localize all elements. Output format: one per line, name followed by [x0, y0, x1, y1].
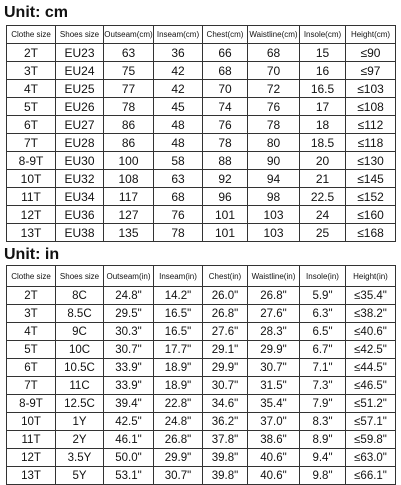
table-cell: ≤38.2"	[346, 305, 396, 323]
table-cell: ≤51.2"	[346, 395, 396, 413]
table-cell: 92	[203, 170, 248, 188]
table-cell: 78	[154, 224, 203, 242]
table-row	[7, 287, 396, 305]
table-row	[7, 305, 396, 323]
table-cell: 101	[203, 206, 248, 224]
column-header: Clothe size	[7, 266, 56, 287]
table-cell: ≤160	[346, 206, 396, 224]
table-cell: ≤59.8"	[346, 431, 396, 449]
table-cell: 127	[104, 206, 154, 224]
table-cell: 48	[154, 134, 203, 152]
table-cell: 3T	[7, 305, 56, 323]
table-cell: 9.4"	[300, 449, 346, 467]
table-cell: 6.7"	[300, 341, 346, 359]
table-cell: 27.6"	[248, 305, 300, 323]
table-cell: EU30	[56, 152, 104, 170]
table-cell: 37.0"	[248, 413, 300, 431]
in-table-header	[7, 266, 396, 287]
table-cell: 31.5"	[248, 377, 300, 395]
table-cell: EU34	[56, 188, 104, 206]
table-cell: 117	[104, 188, 154, 206]
table-cell: 26.8"	[203, 305, 248, 323]
table-cell: 29.9"	[154, 449, 203, 467]
table-cell: 12T	[7, 449, 56, 467]
table-cell: 29.1"	[203, 341, 248, 359]
table-cell: 5T	[7, 98, 56, 116]
table-cell: 72	[248, 80, 300, 98]
column-header: Chest(in)	[203, 266, 248, 287]
table-row	[7, 323, 396, 341]
table-cell: 8.5C	[56, 305, 104, 323]
table-cell: 10C	[56, 341, 104, 359]
table-cell: 63	[104, 44, 154, 62]
table-row	[7, 413, 396, 431]
table-cell: EU38	[56, 224, 104, 242]
table-cell: 11T	[7, 431, 56, 449]
column-header: Clothe size	[7, 26, 56, 44]
table-row	[7, 80, 396, 98]
table-cell: 18	[300, 116, 346, 134]
table-cell: 68	[154, 188, 203, 206]
table-row	[7, 152, 396, 170]
table-cell: 2Y	[56, 431, 104, 449]
table-cell: 8.3"	[300, 413, 346, 431]
table-cell: 3T	[7, 62, 56, 80]
table-cell: EU36	[56, 206, 104, 224]
table-cell: 8C	[56, 287, 104, 305]
table-cell: 30.7"	[154, 467, 203, 485]
table-row	[7, 116, 396, 134]
table-cell: 30.7"	[104, 341, 154, 359]
column-header: Shoes size	[56, 266, 104, 287]
table-cell: ≤40.6"	[346, 323, 396, 341]
table-cell: 9.8"	[300, 467, 346, 485]
table-row	[7, 62, 396, 80]
table-cell: 25	[300, 224, 346, 242]
table-cell: ≤90	[346, 44, 396, 62]
table-cell: 2T	[7, 287, 56, 305]
table-cell: 33.9"	[104, 359, 154, 377]
table-cell: 20	[300, 152, 346, 170]
table-cell: ≤63.0"	[346, 449, 396, 467]
column-header: Insole(cm)	[300, 26, 346, 44]
table-cell: 86	[104, 134, 154, 152]
table-cell: 13T	[7, 224, 56, 242]
table-cell: 11T	[7, 188, 56, 206]
table-cell: 10T	[7, 170, 56, 188]
table-cell: 103	[248, 206, 300, 224]
table-cell: 63	[154, 170, 203, 188]
column-header: Insole(in)	[300, 266, 346, 287]
table-cell: 26.8"	[154, 431, 203, 449]
table-row	[7, 206, 396, 224]
table-cell: 4T	[7, 80, 56, 98]
table-cell: 39.4"	[104, 395, 154, 413]
table-row	[7, 188, 396, 206]
table-cell: 16	[300, 62, 346, 80]
table-cell: 53.1"	[104, 467, 154, 485]
table-cell: 22.8"	[154, 395, 203, 413]
table-cell: 42.5"	[104, 413, 154, 431]
table-cell: 76	[154, 206, 203, 224]
column-header: Chest(cm)	[203, 26, 248, 44]
table-cell: ≤66.1"	[346, 467, 396, 485]
table-cell: ≤97	[346, 62, 396, 80]
column-header: Waistline(cm)	[248, 26, 300, 44]
table-cell: 29.5"	[104, 305, 154, 323]
table-cell: 10.5C	[56, 359, 104, 377]
table-cell: 135	[104, 224, 154, 242]
table-cell: 75	[104, 62, 154, 80]
table-cell: 90	[248, 152, 300, 170]
table-cell: EU27	[56, 116, 104, 134]
table-cell: 26.8"	[248, 287, 300, 305]
table-cell: 76	[203, 116, 248, 134]
table-cell: ≤42.5"	[346, 341, 396, 359]
in-size-table	[6, 265, 396, 485]
table-cell: 17.7"	[154, 341, 203, 359]
table-cell: 6T	[7, 359, 56, 377]
table-cell: 78	[248, 116, 300, 134]
table-cell: 3.5Y	[56, 449, 104, 467]
table-cell: EU28	[56, 134, 104, 152]
table-row	[7, 467, 396, 485]
table-cell: 78	[203, 134, 248, 152]
table-cell: ≤112	[346, 116, 396, 134]
table-cell: 36.2"	[203, 413, 248, 431]
header-row	[7, 26, 396, 44]
table-cell: 4T	[7, 323, 56, 341]
table-cell: 100	[104, 152, 154, 170]
table-cell: 6.5"	[300, 323, 346, 341]
in-table-body	[7, 287, 396, 485]
table-cell: 68	[203, 62, 248, 80]
table-cell: 8-9T	[7, 152, 56, 170]
header-row	[7, 266, 396, 287]
in-section-title: Unit: in	[4, 246, 60, 263]
table-cell: 108	[104, 170, 154, 188]
table-cell: 18.9"	[154, 377, 203, 395]
cm-table-body	[7, 44, 396, 242]
table-cell: 17	[300, 98, 346, 116]
column-header: Inseam(cm)	[154, 26, 203, 44]
table-cell: 28.3"	[248, 323, 300, 341]
table-cell: 48	[154, 116, 203, 134]
cm-table-header	[7, 26, 396, 44]
column-header: Height(in)	[346, 266, 396, 287]
table-cell: 16.5	[300, 80, 346, 98]
table-cell: 42	[154, 62, 203, 80]
table-cell: ≤108	[346, 98, 396, 116]
table-cell: 76	[248, 98, 300, 116]
table-cell: 9C	[56, 323, 104, 341]
table-cell: 30.7"	[248, 359, 300, 377]
cm-size-table	[6, 25, 396, 242]
table-cell: 70	[203, 80, 248, 98]
table-cell: 66	[203, 44, 248, 62]
table-cell: EU32	[56, 170, 104, 188]
table-cell: 7T	[7, 134, 56, 152]
column-header: Outseam(in)	[104, 266, 154, 287]
table-cell: 39.8"	[203, 467, 248, 485]
column-header: Inseam(in)	[154, 266, 203, 287]
table-cell: 29.9"	[203, 359, 248, 377]
table-cell: 74	[203, 98, 248, 116]
table-cell: 101	[203, 224, 248, 242]
table-cell: 36	[154, 44, 203, 62]
table-cell: 35.4"	[248, 395, 300, 413]
table-cell: 94	[248, 170, 300, 188]
column-header: Outseam(cm)	[104, 26, 154, 44]
column-header: Waistline(in)	[248, 266, 300, 287]
table-cell: ≤35.4"	[346, 287, 396, 305]
table-cell: 68	[248, 44, 300, 62]
table-cell: 39.8"	[203, 449, 248, 467]
table-cell: 98	[248, 188, 300, 206]
table-cell: ≤118	[346, 134, 396, 152]
table-row	[7, 170, 396, 188]
table-row	[7, 341, 396, 359]
table-cell: ≤103	[346, 80, 396, 98]
table-cell: ≤130	[346, 152, 396, 170]
table-cell: 5T	[7, 341, 56, 359]
table-row	[7, 359, 396, 377]
table-cell: ≤145	[346, 170, 396, 188]
table-cell: 78	[104, 98, 154, 116]
table-cell: 11C	[56, 377, 104, 395]
table-cell: ≤152	[346, 188, 396, 206]
table-cell: 103	[248, 224, 300, 242]
table-row	[7, 449, 396, 467]
table-cell: 45	[154, 98, 203, 116]
column-header: Height(cm)	[346, 26, 396, 44]
table-row	[7, 431, 396, 449]
table-row	[7, 44, 396, 62]
table-cell: 88	[203, 152, 248, 170]
table-cell: 15	[300, 44, 346, 62]
table-cell: 8-9T	[7, 395, 56, 413]
table-cell: 21	[300, 170, 346, 188]
table-cell: 46.1"	[104, 431, 154, 449]
table-cell: EU24	[56, 62, 104, 80]
table-cell: 14.2"	[154, 287, 203, 305]
table-cell: 7T	[7, 377, 56, 395]
table-cell: ≤168	[346, 224, 396, 242]
table-cell: 50.0"	[104, 449, 154, 467]
table-cell: ≤46.5"	[346, 377, 396, 395]
table-cell: 24.8"	[104, 287, 154, 305]
table-cell: 7.9"	[300, 395, 346, 413]
table-cell: 12.5C	[56, 395, 104, 413]
table-cell: 33.9"	[104, 377, 154, 395]
table-row	[7, 377, 396, 395]
table-cell: 16.5"	[154, 305, 203, 323]
table-cell: 27.6"	[203, 323, 248, 341]
table-cell: 2T	[7, 44, 56, 62]
table-cell: 18.9"	[154, 359, 203, 377]
table-cell: 7.3"	[300, 377, 346, 395]
cm-section-title: Unit: cm	[4, 4, 68, 21]
table-cell: 18.5	[300, 134, 346, 152]
table-cell: 40.6"	[248, 449, 300, 467]
table-cell: 30.3"	[104, 323, 154, 341]
table-cell: 16.5"	[154, 323, 203, 341]
table-row	[7, 98, 396, 116]
table-cell: 12T	[7, 206, 56, 224]
table-cell: 37.8"	[203, 431, 248, 449]
table-cell: 80	[248, 134, 300, 152]
table-cell: 1Y	[56, 413, 104, 431]
table-row	[7, 224, 396, 242]
table-cell: 30.7"	[203, 377, 248, 395]
table-cell: 29.9"	[248, 341, 300, 359]
table-cell: ≤44.5"	[346, 359, 396, 377]
table-cell: 86	[104, 116, 154, 134]
table-cell: 38.6"	[248, 431, 300, 449]
table-cell: 6.3"	[300, 305, 346, 323]
table-cell: 24.8"	[154, 413, 203, 431]
table-cell: 24	[300, 206, 346, 224]
table-cell: 6T	[7, 116, 56, 134]
table-cell: 22.5	[300, 188, 346, 206]
table-row	[7, 134, 396, 152]
table-cell: 58	[154, 152, 203, 170]
table-cell: 10T	[7, 413, 56, 431]
table-cell: 8.9"	[300, 431, 346, 449]
table-cell: 70	[248, 62, 300, 80]
table-cell: 77	[104, 80, 154, 98]
table-cell: 34.6"	[203, 395, 248, 413]
table-cell: 42	[154, 80, 203, 98]
table-cell: 96	[203, 188, 248, 206]
table-cell: 5.9"	[300, 287, 346, 305]
table-cell: ≤57.1"	[346, 413, 396, 431]
table-cell: EU23	[56, 44, 104, 62]
table-cell: EU25	[56, 80, 104, 98]
table-cell: EU26	[56, 98, 104, 116]
table-cell: 26.0"	[203, 287, 248, 305]
table-row	[7, 395, 396, 413]
table-cell: 7.1"	[300, 359, 346, 377]
column-header: Shoes size	[56, 26, 104, 44]
table-cell: 13T	[7, 467, 56, 485]
table-cell: 5Y	[56, 467, 104, 485]
table-cell: 40.6"	[248, 467, 300, 485]
